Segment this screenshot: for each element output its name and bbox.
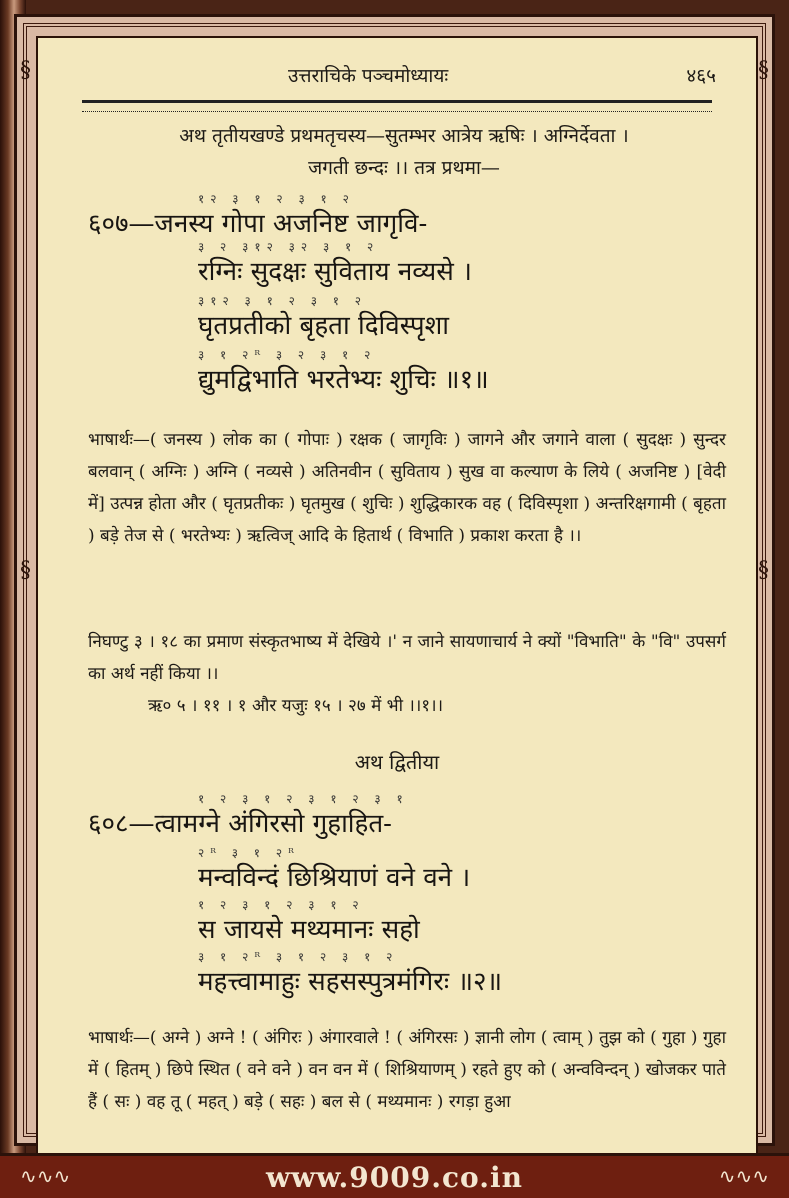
- accent-marks: ३ १ २ᴿ ३ १ २ ३ १ २: [198, 950, 399, 964]
- reference-line: ऋ० ५ । ११ । १ और यजुः १५ । २७ में भी ।।१।।: [148, 696, 444, 716]
- page-header: [38, 62, 756, 92]
- scroll-ornament-icon: §: [758, 58, 769, 83]
- commentary-note: निघण्टु ३ । १८ का प्रमाण संस्कृतभाष्य में देखिये ।' न जाने सायणाचार्य ने क्यों "विभाति" के "वि" उपसर्ग का अर्थ नहीं किया ।।: [88, 632, 726, 684]
- watermark-link[interactable]: www.9009.co.in: [266, 1161, 523, 1194]
- commentary-paragraph: भाषार्थः—( जनस्य ) लोक का ( गोपाः ) रक्षक ( जागृविः ) जागने और जगाने वाला ( सुदक्षः ) सुन्दर बलवान् ( अग्निः ) अग्नि ( नव्यसे ) अतिनवीन ( सुविताय ) सुख वा कल्याण के लिये ( अजनिष्ट ) [वेदी में] उत्पन्न होता और ( घृतप्रतीकः ) घृतमुख ( शुचिः ) शुद्धिकारक वह ( दिविस्पृशा ) अन्तरिक्षगामी ( बृहता ) बड़े तेज से ( भरतेभ्यः ) ऋत्विज् आदि के हितार्थ ( विभाति ) प्रकाश करता है ।।: [88, 430, 726, 546]
- verse-line: रग्निः सुदक्षः सुविताय नव्यसे ।: [198, 257, 472, 287]
- section-intro: [82, 120, 726, 184]
- verse-line: महत्त्वामाहुः सहसस्पुत्रमंगिरः ॥२॥: [198, 967, 503, 997]
- scroll-ornament-icon: §: [20, 58, 31, 83]
- footer-banner: [0, 1153, 789, 1198]
- accent-marks: ३१२ ३ १ २ ३ १ २: [198, 294, 368, 308]
- accent-marks: १२ ३ १ २ ३ १ २: [198, 192, 355, 206]
- scroll-ornament-icon: ∿∿∿: [20, 1164, 71, 1188]
- scripture-page: [36, 36, 758, 1162]
- accent-marks: ३ १ २ᴿ ३ २ ३ १ २: [198, 348, 377, 362]
- accent-marks: १ २ ३ १ २ ३ १ २: [198, 898, 365, 912]
- verse-line: द्युमद्विभाति भरतेभ्यः शुचिः ॥१॥: [198, 365, 489, 395]
- verse-line: घृतप्रतीको बृहता दिविस्पृशा: [198, 311, 449, 341]
- page-number: ४६५: [686, 65, 716, 87]
- section-heading: अथ द्वितीया: [354, 750, 440, 774]
- intro-line: अथ तृतीयखण्डे प्रथमतृचस्य—सुतम्भर आत्रेय ऋषिः । अग्निर्देवता ।: [179, 125, 629, 147]
- verse-line: ६०७—जनस्य गोपा अजनिष्ट जागृवि-: [88, 209, 428, 239]
- accent-marks: २ᴿ ३ १ २ᴿ: [198, 846, 300, 860]
- accent-marks: १ २ ३ १ २ ३ १ २ ३ १: [198, 792, 409, 806]
- verse-line: स जायसे मथ्यमानः सहो: [198, 915, 420, 945]
- header-rule: [82, 100, 712, 112]
- verse-line: मन्वविन्दं छिश्रियाणं वने वने ।: [198, 863, 471, 893]
- accent-marks: ३ २ ३१२ ३२ ३ १ २: [198, 240, 380, 254]
- commentary-paragraph: भाषार्थः—( अग्ने ) अग्ने ! ( अंगिरः ) अंगारवाले ! ( अंगिरसः ) ज्ञानी लोग ( त्वाम् ) तुझ को ( गुहा ) गुहा में ( हितम् ) छिपे स्थित ( वने वने ) वन वन में ( शिश्रियाणम् ) रहते हुए को ( अन्वविन्दन् ) खोजकर पाते हैं ( सः ) वह तू ( महत् ) बड़े ( सहः ) बल से ( मथ्यमानः ) रगड़ा हुआ: [88, 1028, 726, 1112]
- running-title: उत्तराचिके पञ्चमोध्यायः: [288, 65, 449, 87]
- verse-line: ६०८—त्वामग्ने अंगिरसो गुहाहित-: [88, 809, 392, 839]
- intro-line: जगती छन्दः ।। तत्र प्रथमा—: [308, 157, 500, 179]
- scroll-ornament-icon: §: [20, 558, 31, 583]
- scroll-ornament-icon: ∿∿∿: [718, 1164, 769, 1188]
- scroll-ornament-icon: §: [758, 558, 769, 583]
